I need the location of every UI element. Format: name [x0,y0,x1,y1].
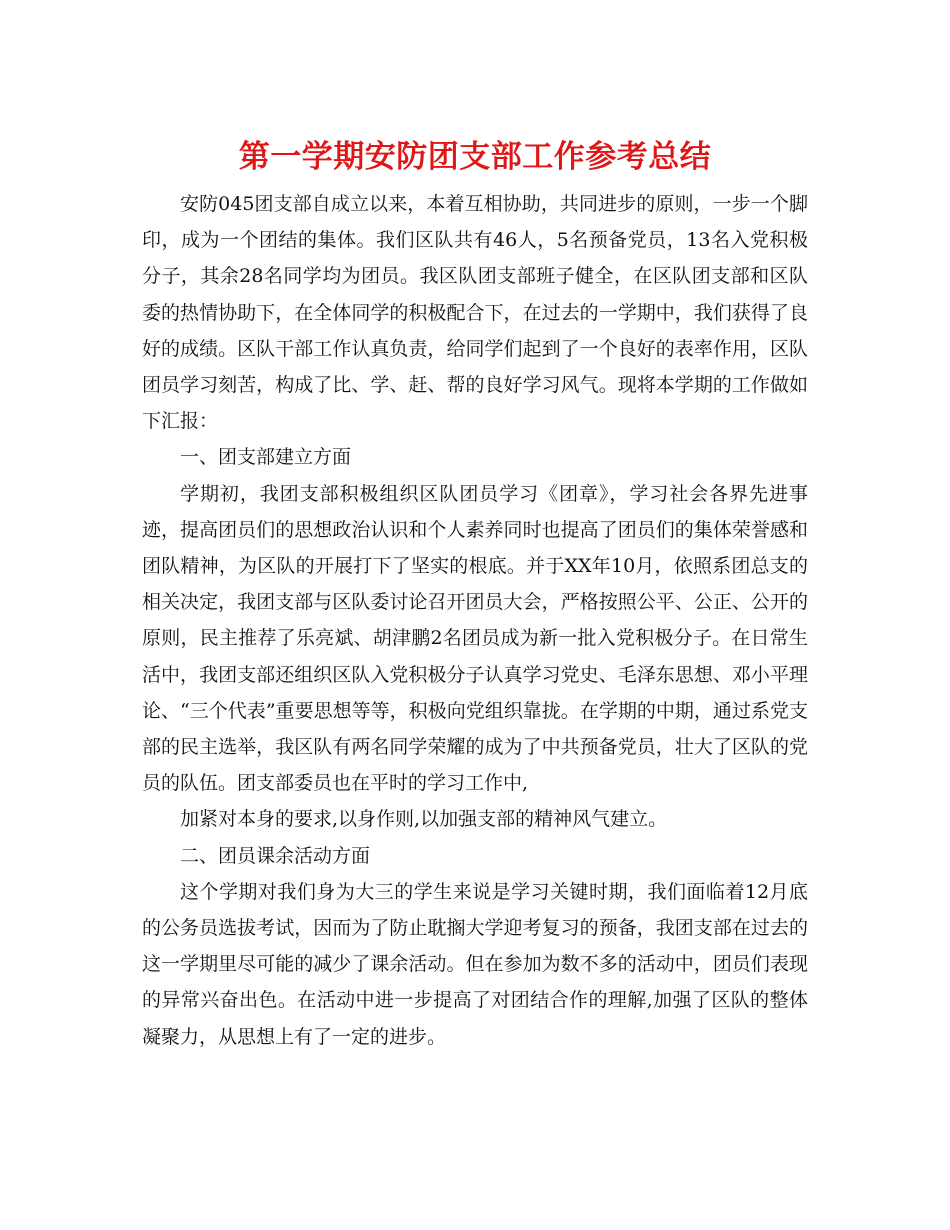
paragraph-section-2: 这个学期对我们身为大三的学生来说是学习关键时期，我们面临着12月底的公务员选拔考试，因而为了防止耽搁大学迎考复习的预备，我团支部在过去的这一学期里尽可能的减少了课余活动。但在参加为数不多的活动中，团员们表现的异常兴奋出色。在活动中进一步提高了对团结合作的理解,加强了区队的整体凝聚力，从思想上有了一定的进步。 [142,880,808,1048]
document-title: 第一学期安防团支部工作参考总结 [238,139,712,175]
section-heading-1: 一、团支部建立方面 [180,446,352,469]
section-heading-2: 二、团员课余活动方面 [180,844,371,867]
document-body [142,136,808,1055]
paragraph-section-1-continued: 加紧对本身的要求,以身作则,以加强支部的精神风气建立。 [180,808,668,831]
paragraph-intro: 安防045团支部自成立以来，本着互相协助，共同进步的原则，一步一个脚印，成为一个团结的集体。我们区队共有46人，5名预备党员，13名入党积极分子，其余28名同学均为团员。我区队团支部班子健全，在区队团支部和区队委的热情协助下，在全体同学的积极配合下，在过去的一学期中，我们获得了良好的成绩。区队干部工作认真负责，给同学们起到了一个良好的表率作用，区队团员学习刻苦，构成了比、学、赶、帮的良好学习风气。现将本学期的工作做如下汇报： [142,193,808,433]
paragraph-section-1: 学期初，我团支部积极组织区队团员学习《团章》，学习社会各界先进事迹，提高团员们的思想政治认识和个人素养同时也提高了团员们的集体荣誉感和团队精神，为区队的开展打下了坚实的根底。并于XX年10月，依照系团总支的相关决定，我团支部与区队委讨论召开团员大会，严格按照公平、公正、公开的原则，民主推荐了乐亮斌、胡津鹏2名团员成为新一批入党积极分子。在日常生活中，我团支部还组织区队入党积极分子认真学习党史、毛泽东思想、邓小平理论、“三个代表”重要思想等等，积极向党组织靠拢。在学期的中期，通过系党支部的民主选举，我区队有两名同学荣耀的成为了中共预备党员，壮大了区队的党员的队伍。团支部委员也在平时的学习工作中, [142,482,808,795]
